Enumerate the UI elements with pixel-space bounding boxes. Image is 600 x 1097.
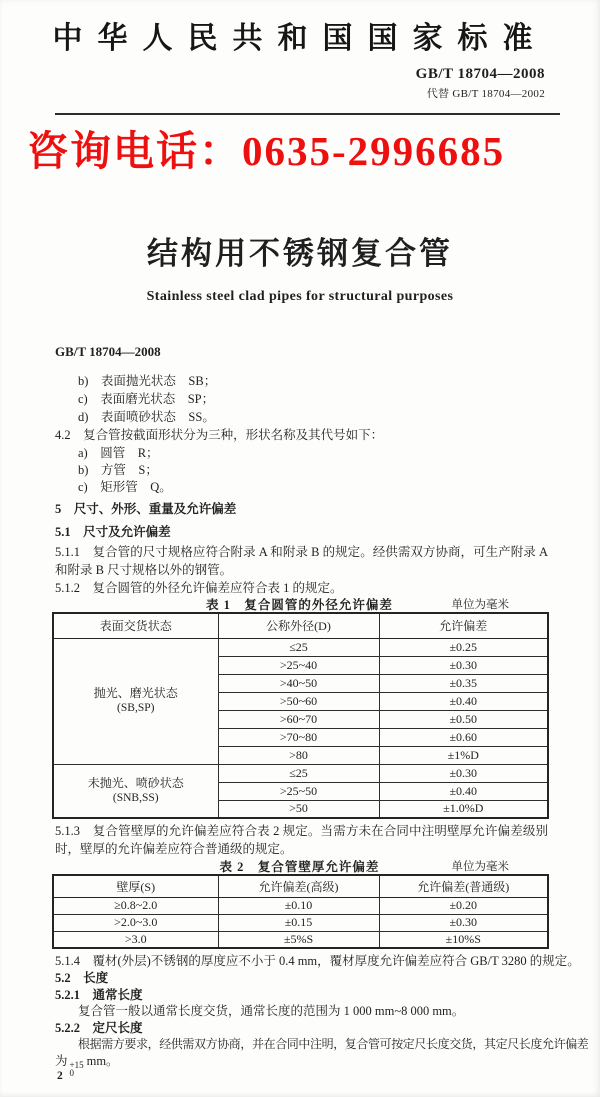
paragraph-5-1-1: 5.1.1 复合管的尺寸规格应符合附录 A 和附录 B 的规定。经供需双方协商，可生产附录 A 和附录 B 尺寸规格以外的钢管。 [55, 545, 548, 577]
length-tolerance-line [55, 1052, 119, 1077]
standard-code: GB/T 18704—2008 [415, 66, 545, 82]
table-row [53, 638, 548, 656]
paragraph-5-2-1: 复合管一般以通常长度交货，通常长度的范围为 1 000 mm~8 000 mm。 [78, 1004, 465, 1018]
table-cell: ±0.40 [379, 782, 548, 800]
tolerance-suffix: mm。 [86, 1054, 119, 1068]
table-cell: ±0.15 [218, 914, 379, 931]
table-cell: >80 [218, 746, 379, 764]
table2-unit-label: 单位为毫米 [451, 861, 509, 873]
table-cell: >50 [218, 800, 379, 818]
table-cell: ±0.30 [379, 914, 548, 931]
table-row [53, 897, 548, 914]
heading-5: 5 尺寸、外形、重量及允许偏差 [55, 502, 237, 516]
table-cell: >25~50 [218, 782, 379, 800]
national-standard-title: 中华人民共和国国家标准 [52, 22, 548, 55]
running-reference: GB/T 18704—2008 [55, 344, 161, 359]
table1-col-header: 允许偏差 [379, 613, 548, 638]
table-cell: ≤25 [218, 638, 379, 656]
document-title-en: Stainless steel clad pipes for structural purposes [146, 289, 454, 304]
table-cell: ≤25 [218, 764, 379, 782]
table2-wall-thickness-tolerances [52, 874, 549, 949]
list-item: b) 表面抛光状态 SB； [78, 374, 217, 388]
table2-caption-row [52, 857, 547, 872]
table-row [53, 914, 548, 931]
table-cell: ±0.30 [379, 764, 548, 782]
table2-caption: 表 2 复合管壁厚允许偏差 [219, 860, 380, 874]
tolerance-prefix: 为 [55, 1054, 68, 1068]
table-cell: ±0.30 [379, 656, 548, 674]
list-item: b) 方管 S； [78, 463, 158, 477]
table-cell: ±0.10 [218, 897, 379, 914]
table-cell: ±1%D [379, 746, 548, 764]
heading-5-2-1: 5.2.1 通常长度 [55, 988, 143, 1002]
page-number: 2 [57, 1070, 63, 1082]
tolerance-fraction [70, 1061, 84, 1077]
table1-caption-row [52, 595, 547, 610]
table-cell: >50~60 [218, 692, 379, 710]
table-cell: ≥0.8~2.0 [53, 897, 218, 914]
table2-col-header: 壁厚(S) [53, 875, 218, 897]
table-row [53, 931, 548, 948]
table-row [53, 764, 548, 782]
standard-code-block [416, 66, 545, 101]
table-cell: ±5%S [218, 931, 379, 948]
table1-col-header: 公称外径(D) [218, 613, 379, 638]
heading-5-2: 5.2 长度 [55, 971, 109, 985]
table-cell: ±0.20 [379, 897, 548, 914]
table-cell: ±10%S [379, 931, 548, 948]
tolerance-lower: 0 [69, 1068, 75, 1078]
clause-4-2: 4.2 复合管按截面形状分为三种，形状名称及其代号如下： [55, 428, 384, 442]
paragraph-5-1-3: 5.1.3 复合管壁厚的允许偏差应符合表 2 规定。当需方未在合同中注明壁厚允许偏差级别时，壁厚的允许偏差应符合普通级的规定。 [55, 824, 548, 856]
paragraph-5-2-2: 根据需方要求，经供需双方协商，并在合同中注明，复合管可按定尺长度交货，其定尺长度允许偏差 [78, 1037, 589, 1051]
tolerance-upper: +15 [69, 1060, 84, 1070]
table-cell: ±0.40 [379, 692, 548, 710]
table2-col-header: 允许偏差(普通级) [379, 875, 548, 897]
table-cell: ±0.35 [379, 674, 548, 692]
table-cell: ±0.25 [379, 638, 548, 656]
table1-caption: 表 1 复合圆管的外径允许偏差 [206, 598, 393, 612]
table1-group1-state: 抛光、磨光状态 (SB,SP) [53, 638, 218, 764]
table2-col-header: 允许偏差(高级) [218, 875, 379, 897]
table-cell: ±0.60 [379, 728, 548, 746]
table2-header-row [53, 875, 548, 897]
standard-replaces: 代替 GB/T 18704—2002 [426, 88, 545, 100]
header-divider [55, 113, 560, 115]
table-cell: ±1.0%D [379, 800, 548, 818]
list-item: d) 表面喷砂状态 SS。 [78, 410, 215, 424]
table-cell: >40~50 [218, 674, 379, 692]
table-cell: >70~80 [218, 728, 379, 746]
list-item: c) 矩形管 Q。 [78, 480, 172, 494]
table1-header-row [53, 613, 548, 638]
table1-group2-state: 未抛光、喷砂状态 (SNB,SS) [53, 764, 218, 818]
table-cell: >3.0 [53, 931, 218, 948]
list-item: c) 表面磨光状态 SP； [78, 392, 215, 406]
table-cell: >2.0~3.0 [53, 914, 218, 931]
heading-5-2-2: 5.2.2 定尺长度 [55, 1021, 143, 1035]
heading-5-1: 5.1 尺寸及允许偏差 [55, 525, 171, 539]
paragraph-5-1-2: 5.1.2 复合圆管的外径允许偏差应符合表 1 的规定。 [55, 581, 343, 595]
document-title-zh: 结构用不锈钢复合管 [147, 236, 453, 271]
paragraph-5-1-4: 5.1.4 覆材(外层)不锈钢的厚度应不小于 0.4 mm，覆材厚度允许偏差应符合 GB/T 3280 的规定。 [55, 954, 580, 968]
table-cell: >25~40 [218, 656, 379, 674]
list-item: a) 圆管 R； [78, 446, 159, 460]
table1-unit-label: 单位为毫米 [451, 599, 509, 611]
table1-col-header: 表面交货状态 [53, 613, 218, 638]
phone-watermark: 咨询电话：0635-2996685 [27, 128, 506, 174]
table-cell: >60~70 [218, 710, 379, 728]
table-cell: ±0.50 [379, 710, 548, 728]
table1-outer-diameter-tolerances [52, 612, 549, 819]
